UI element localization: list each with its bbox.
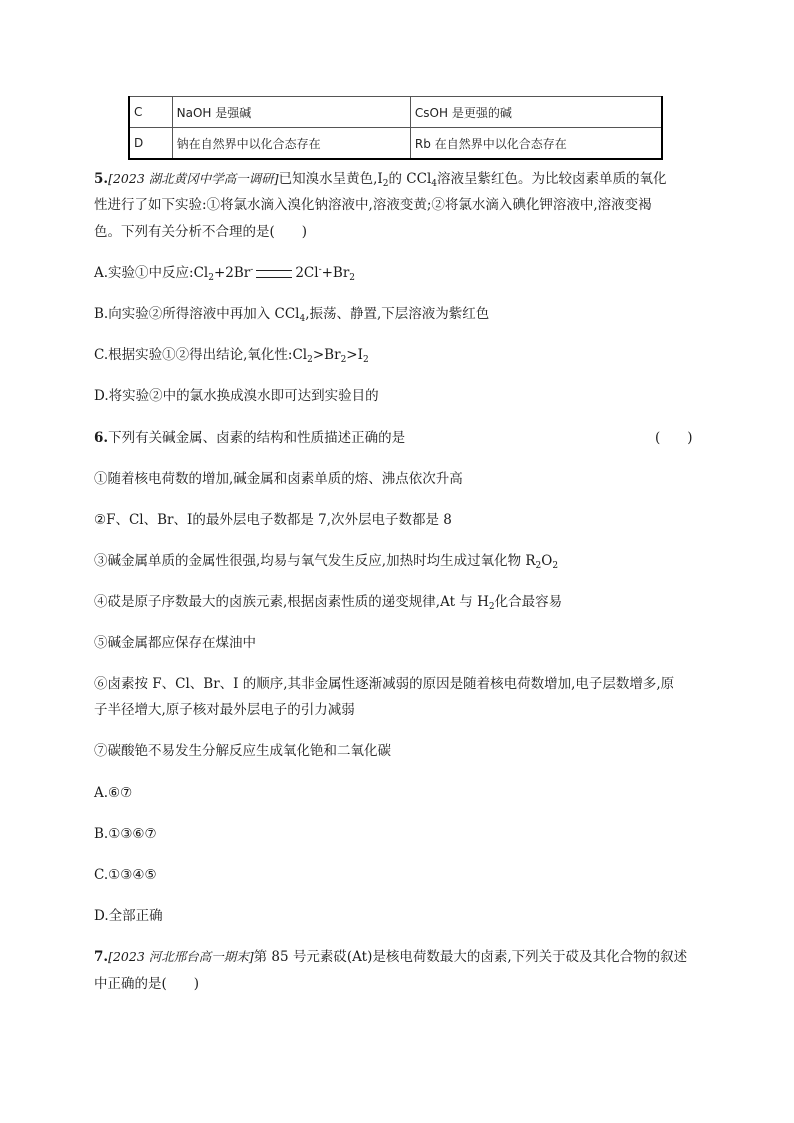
- q5-line-3: 色。下列有关分析不合理的是( ): [94, 224, 308, 240]
- question-source: [2023 湖北黄冈中学高一调研]: [108, 171, 279, 186]
- subscript: 2: [362, 355, 369, 365]
- text: ,振荡、静置,下层溶液为紫红色: [305, 306, 490, 322]
- text: A.实验①中反应:Cl: [94, 265, 209, 281]
- table-cell: Rb 在自然界中以化合态存在: [410, 128, 662, 160]
- table-cell: D: [129, 128, 172, 160]
- text: 化合最容易: [494, 594, 563, 610]
- q6-statement-6-line-2: 子半径增大,原子核对最外层电子的引力减弱: [94, 702, 355, 718]
- subscript: 4: [431, 179, 438, 189]
- question-number: 7.: [94, 949, 109, 965]
- comparison-table: [128, 96, 663, 160]
- text: 下列有关碱金属、卤素的结构和性质描述正确的是: [108, 430, 406, 446]
- q6-statement-3: [94, 550, 558, 572]
- q6-statement-7: ⑦碳酸铯不易发生分解反应生成氧化铯和二氧化碳: [94, 743, 391, 759]
- text: +Br: [321, 265, 350, 281]
- q6-statement-2: ②F、Cl、Br、I的最外层电子数都是 7,次外层电子数都是 8: [94, 512, 452, 528]
- subscript: 2: [382, 179, 389, 189]
- q5-option-b: [94, 303, 489, 325]
- subscript: 2: [349, 273, 356, 283]
- table-cell: NaOH 是强碱: [172, 97, 410, 128]
- q6-statement-6-line-1: ⑥卤素按 F、Cl、Br、I 的顺序,其非金属性逐渐减弱的原因是随着核电荷数增加,电子层数增多,原: [94, 676, 675, 692]
- subscript: 4: [299, 314, 306, 324]
- subscript: 2: [488, 602, 495, 612]
- subscript: 2: [552, 561, 559, 571]
- subscript: 2: [208, 273, 214, 283]
- q5-line-1: [94, 168, 667, 190]
- q6-statement-1: ①随着核电荷数的增加,碱金属和卤素单质的熔、沸点依次升高: [94, 471, 463, 487]
- text: 2Cl: [295, 265, 319, 281]
- q7-line-1: [94, 946, 687, 968]
- text: +2Br: [213, 265, 251, 281]
- text: B.向实验②所得溶液中再加入 CCl: [94, 306, 300, 322]
- table-cell: CsOH 是更强的碱: [410, 97, 662, 128]
- text: C.根据实验①②得出结论,氧化性:Cl: [94, 347, 308, 363]
- table-cell: 钠在自然界中以化合态存在: [172, 128, 410, 160]
- superscript: -: [318, 265, 322, 275]
- answer-bracket: ( ): [655, 430, 693, 446]
- question-source: [2023 河北邢台高一期末]: [108, 949, 254, 964]
- text: >Br: [312, 347, 341, 363]
- q5-option-d: D.将实验②中的氯水换成溴水即可达到实验目的: [94, 388, 379, 404]
- text: 第 85 号元素砹(At)是核电荷数最大的卤素,下列关于砹及其化合物的叙述: [253, 949, 688, 965]
- q6-stem: [94, 427, 405, 449]
- subscript: 2: [535, 561, 542, 571]
- text: ③碱金属单质的金属性很强,均易与氧气发生反应,加热时均生成过氧化物 R: [94, 553, 536, 569]
- subscript: 2: [340, 355, 347, 365]
- superscript: -: [250, 265, 254, 275]
- question-number: 6.: [94, 430, 109, 446]
- q5-option-a: [94, 262, 355, 284]
- q5-line-2: 性进行了如下实验:①将氯水滴入溴化钠溶液中,溶液变黄;②将氯水滴入碘化钾溶液中,溶液变褐: [94, 197, 652, 213]
- question-number: 5.: [94, 171, 109, 187]
- table-row: [129, 128, 662, 160]
- text: 的 CCl: [388, 171, 432, 187]
- text: 已知溴水呈黄色,I: [278, 171, 383, 187]
- q6-statement-5: ⑤碱金属都应保存在煤油中: [94, 635, 256, 651]
- q6-option-a: A.⑥⑦: [94, 785, 133, 801]
- subscript: 2: [307, 355, 313, 365]
- text: >I: [346, 347, 363, 363]
- table-row: [129, 97, 662, 128]
- q6-option-d: D.全部正确: [94, 908, 163, 924]
- q6-option-c: C.①③④⑤: [94, 867, 157, 883]
- text: O: [541, 553, 553, 569]
- q6-option-b: B.①③⑥⑦: [94, 826, 157, 842]
- q5-option-c: [94, 344, 369, 366]
- text: ④砹是原子序数最大的卤族元素,根据卤素性质的递变规律,At 与 H: [94, 594, 489, 610]
- equals-sign-icon: [256, 270, 292, 278]
- text: 溶液呈紫红色。为比较卤素单质的氧化: [437, 171, 667, 187]
- table-cell: C: [129, 97, 172, 128]
- q7-line-2: 中正确的是( ): [94, 976, 200, 992]
- q6-statement-4: [94, 591, 562, 613]
